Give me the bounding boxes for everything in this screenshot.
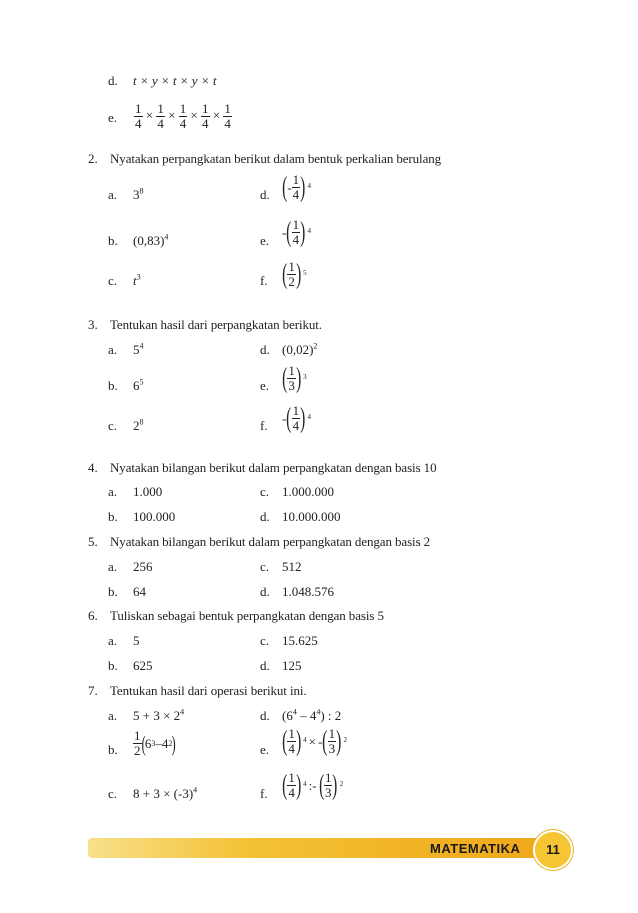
q2-d-label: d.: [260, 187, 270, 202]
q3-b-expr: $6^5$: [133, 377, 144, 393]
q7-d-expr: $(6^4 - 4^4)$ : 2: [282, 707, 342, 723]
q2-number: 2.: [88, 151, 98, 166]
q5-a-label: a.: [108, 559, 118, 574]
q4-b-value: 100.000: [133, 509, 176, 524]
q2-a-expr: $3^8$: [133, 186, 144, 202]
q5-b-label: b.: [108, 584, 118, 599]
q7-c-label: c.: [108, 786, 118, 801]
q5-a-value: 256: [133, 559, 153, 574]
q7-f-label: f.: [260, 786, 268, 801]
q6-b-value: 625: [133, 658, 153, 673]
prev-item-e-label: e.: [108, 110, 118, 125]
q6-c-value: 15.625: [282, 633, 318, 648]
q7-c-expr: $8 + 3 \times (-3)^4$: [133, 785, 198, 801]
q5-d-label: d.: [260, 584, 270, 599]
q6-c-label: c.: [260, 633, 270, 648]
q7-f-expr: ( $\frac{1}{4}$ ) 4 :- ( $\frac{1}{3}$ ) 2: [282, 769, 344, 801]
q2-b-expr: $(0,83)^4$: [133, 232, 169, 248]
q3-text: Tentukan hasil dari perpangkatan berikut.: [110, 317, 322, 332]
q5-c-label: c.: [260, 559, 270, 574]
q3-d-label: d.: [260, 342, 270, 357]
q2-text: Nyatakan perpangkatan berikut dalam bentuk perkalian berulang: [110, 151, 442, 166]
q2-c-label: c.: [108, 273, 118, 288]
q6-b-label: b.: [108, 658, 118, 673]
q4-a-label: a.: [108, 484, 118, 499]
q5-c-value: 512: [282, 559, 302, 574]
q6-a-value: 5: [133, 633, 140, 648]
q3-d-expr: $(0,02)^2$: [282, 341, 318, 357]
q2-e-label: e.: [260, 233, 270, 248]
q7-b-expr: $\frac{1}{2}$ ( 6 3 – 4 2 ): [134, 728, 177, 758]
q4-text: Nyatakan bilangan berikut dalam perpangkatan dengan basis 10: [110, 460, 437, 475]
q3-number: 3.: [88, 317, 98, 332]
q3-c-label: c.: [108, 418, 118, 433]
q3-a-expr: $5^4$: [133, 341, 144, 357]
q7-b-label: b.: [108, 742, 118, 757]
footer-subject: MATEMATIKA: [430, 841, 521, 856]
q3-f-label: f.: [260, 418, 268, 433]
q2-b-label: b.: [108, 233, 118, 248]
q2-f-label: f.: [260, 273, 268, 288]
q7-e-expr: ( $\frac{1}{4}$ ) 4 × - ( $\frac{1}{3}$ ) 2: [282, 725, 347, 757]
q4-d-label: d.: [260, 509, 270, 524]
q5-number: 5.: [88, 534, 98, 549]
q4-c-label: c.: [260, 484, 270, 499]
q5-b-value: 64: [133, 584, 146, 599]
q3-a-label: a.: [108, 342, 118, 357]
q2-e-expr: - ( $\frac{1}{4}$ ) 4: [282, 216, 311, 248]
prev-item-d-expr: t × y × t × y × t: [133, 73, 217, 88]
q4-c-value: 1.000.000: [282, 484, 334, 499]
q6-a-label: a.: [108, 633, 118, 648]
q3-e-label: e.: [260, 378, 270, 393]
q7-text: Tentukan hasil dari operasi berikut ini.: [110, 683, 307, 698]
q2-a-label: a.: [108, 187, 118, 202]
q7-a-expr: $5 + 3 \times 2^4$: [133, 707, 185, 723]
q3-f-expr: - ( $\frac{1}{4}$ ) 4: [282, 402, 311, 434]
q3-b-label: b.: [108, 378, 118, 393]
q2-f-expr: ( $\frac{1}{2}$ ) 5: [282, 258, 307, 290]
q6-d-label: d.: [260, 658, 270, 673]
q5-d-value: 1.048.576: [282, 584, 334, 599]
q2-d-expr: ( - $\frac{1}{4}$ ) 4: [282, 171, 311, 203]
q3-e-expr: ( $\frac{1}{3}$ ) 3: [282, 362, 307, 394]
prev-item-e-expr: $\frac{1}{4}$ × $\frac{1}{4}$ × $\frac{1}{4}$ × $\frac{1}{4}$ × $\frac{1}{4}$: [135, 101, 231, 131]
page-number: 11: [533, 830, 573, 870]
q6-text: Tuliskan sebagai bentuk perpangkatan dengan basis 5: [110, 608, 384, 623]
q6-number: 6.: [88, 608, 98, 623]
prev-item-d-label: d.: [108, 73, 118, 88]
q7-number: 7.: [88, 683, 98, 698]
q4-b-label: b.: [108, 509, 118, 524]
q7-d-label: d.: [260, 708, 270, 723]
q4-number: 4.: [88, 460, 98, 475]
q5-text: Nyatakan bilangan berikut dalam perpangkatan dengan basis 2: [110, 534, 431, 549]
q4-d-value: 10.000.000: [282, 509, 341, 524]
q4-a-value: 1.000: [133, 484, 163, 499]
q7-e-label: e.: [260, 742, 270, 757]
q6-d-value: 125: [282, 658, 302, 673]
q3-c-expr: $2^8$: [133, 417, 144, 433]
q7-a-label: a.: [108, 708, 118, 723]
q2-c-expr: $t^3$: [133, 272, 141, 288]
